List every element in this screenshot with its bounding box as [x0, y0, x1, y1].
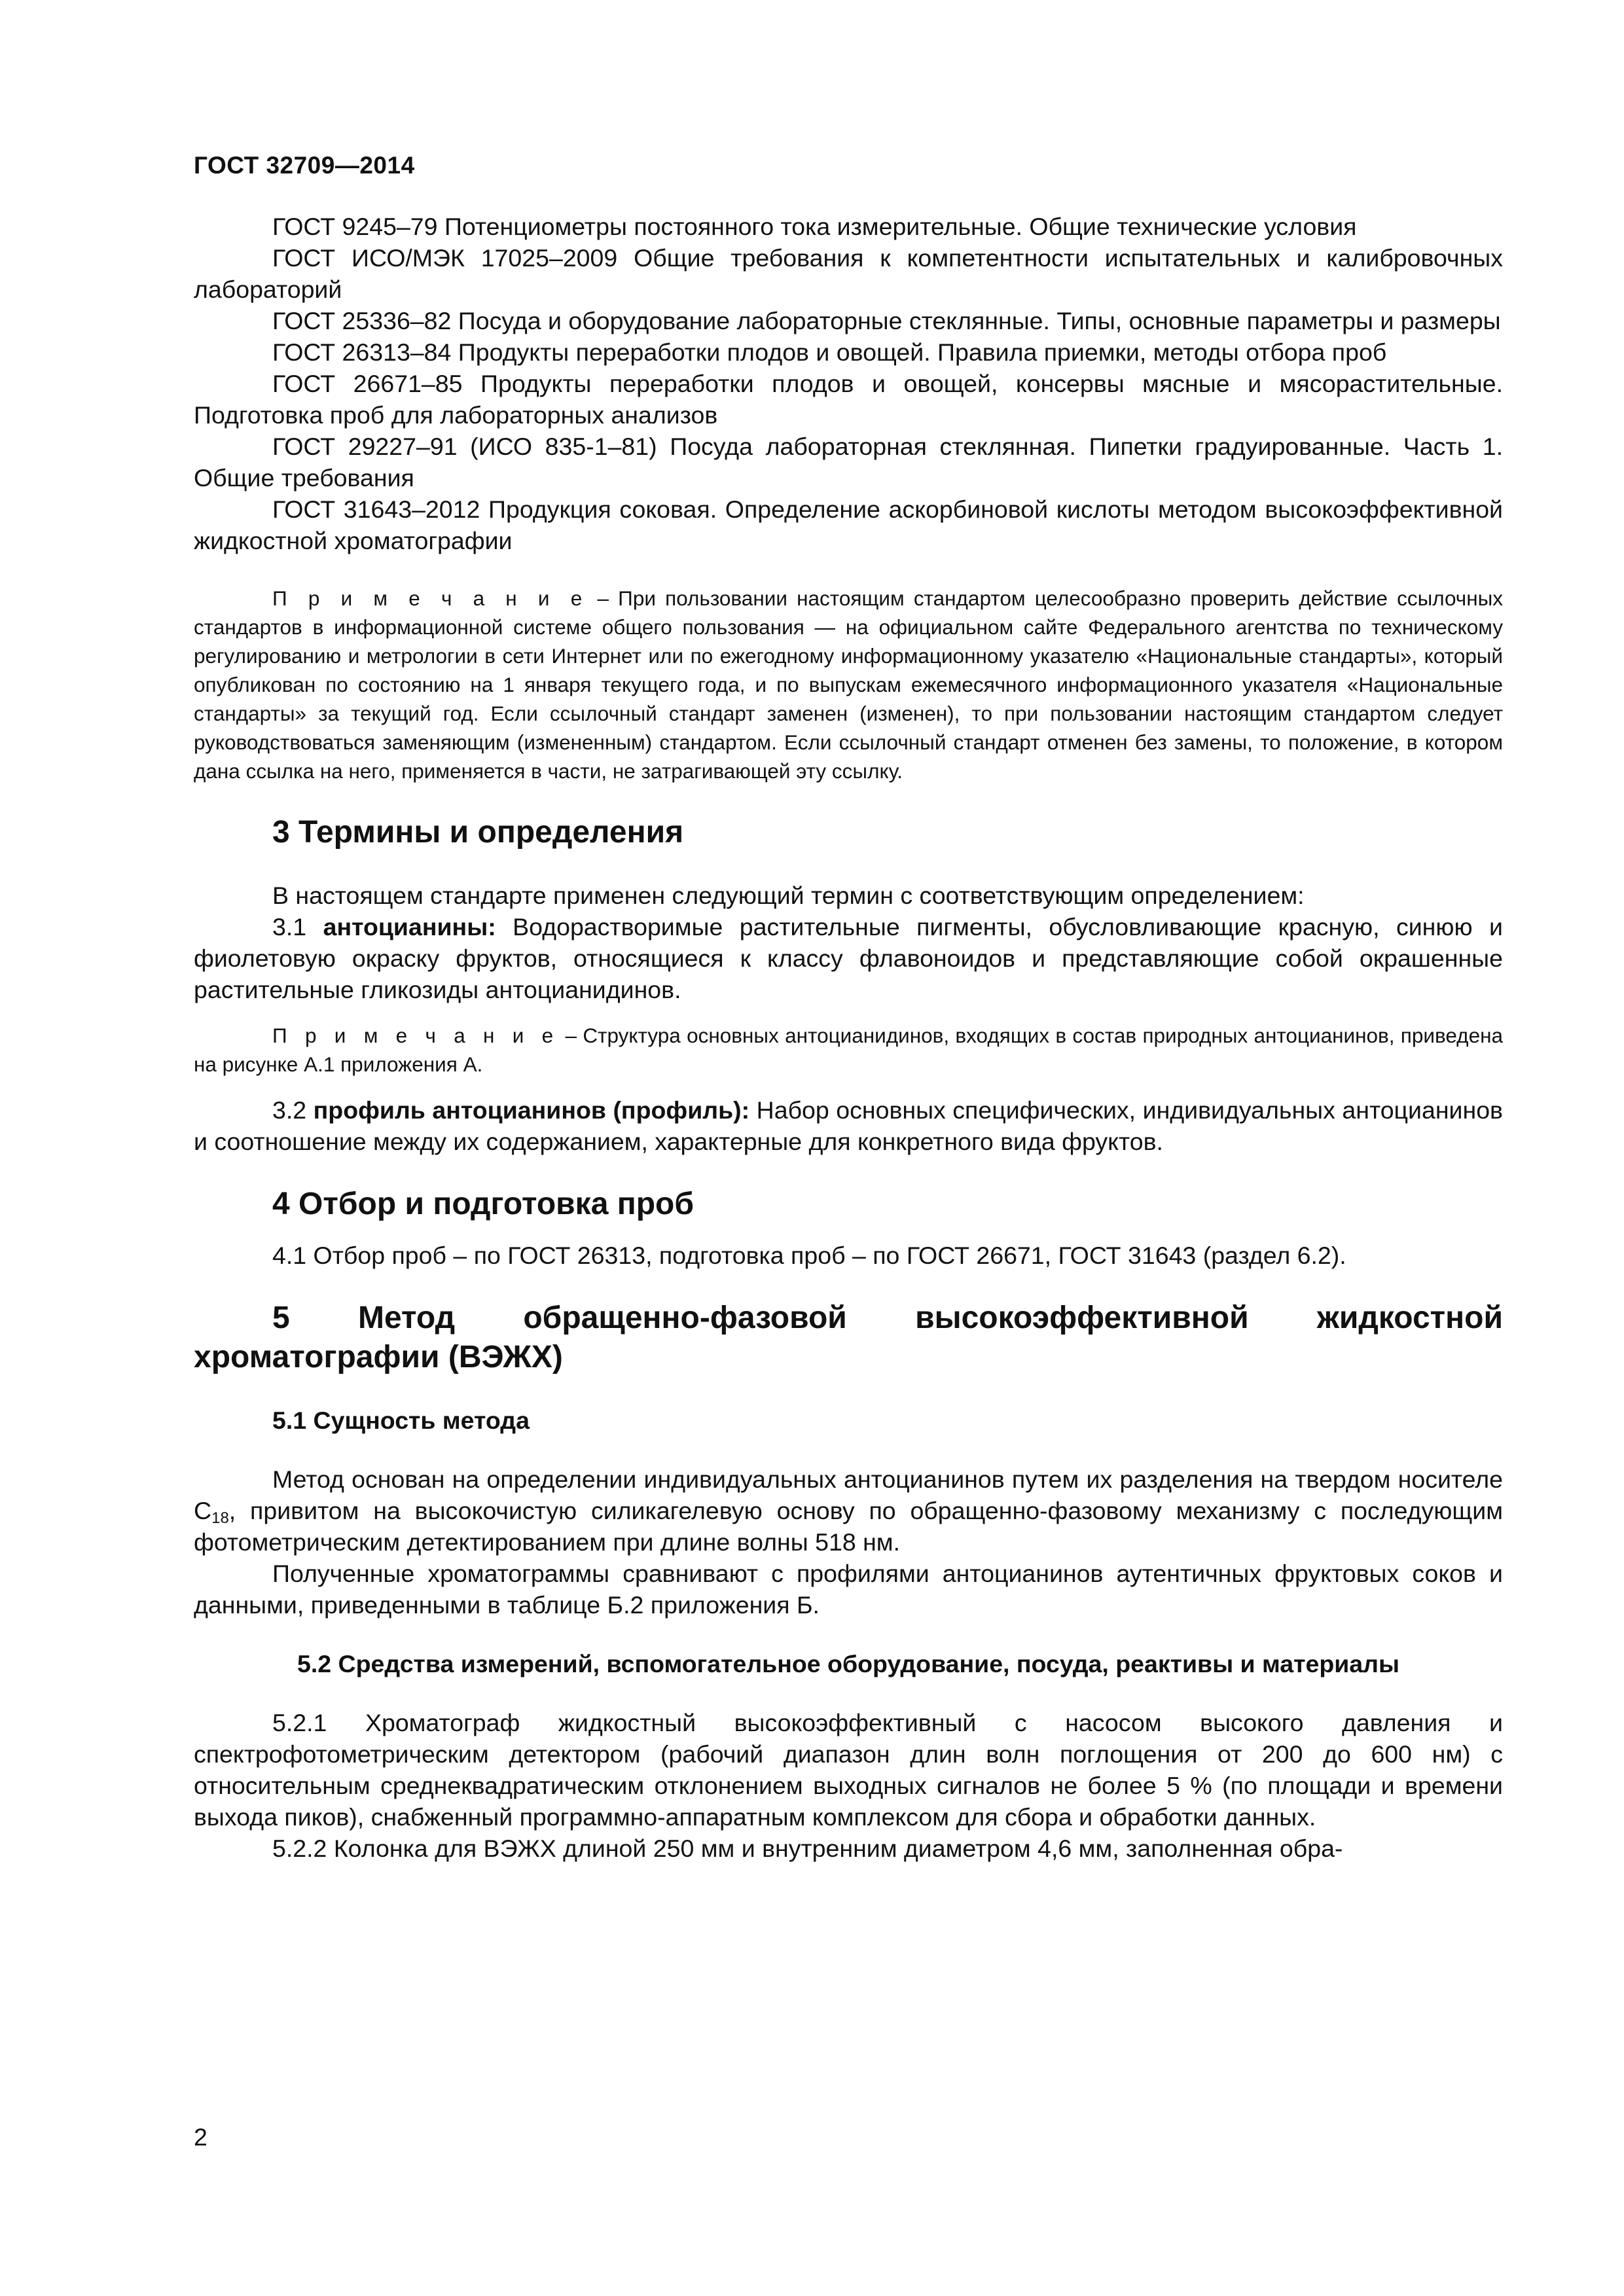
- reference-item: ГОСТ 31643–2012 Продукция соковая. Определение аскорбиновой кислоты методом высокоэффективной жидкостной хроматографии: [194, 495, 1503, 554]
- paragraph-5-2-2: 5.2.2 Колонка для ВЭЖХ длиной 250 мм и внутренним диаметром 4,6 мм, заполненная обра-: [272, 1835, 1343, 1862]
- note-references: [194, 584, 1503, 785]
- section-3-heading: 3 Термины и определения: [272, 815, 684, 850]
- reference-item: ГОСТ 26671–85 Продукты переработки плодов и овощей, консервы мясные и мясорастительные. Подготовка проб для лабораторных анализов: [194, 370, 1503, 429]
- term-number: 3.1: [272, 913, 323, 941]
- paragraph-5-1-2: Полученные хроматограммы сравнивают с профилями антоцианинов аутентичных фруктовых соков и данными, приведенными в таблице Б.2 приложения Б.: [194, 1560, 1503, 1619]
- page-content: [194, 211, 1503, 1864]
- reference-item: ГОСТ ИСО/МЭК 17025–2009 Общие требования к компетентности испытательных и калибровочных лабораторий: [194, 244, 1503, 303]
- reference-item: ГОСТ 9245–79 Потенциометры постоянного тока измерительные. Общие технические условия: [272, 213, 1357, 240]
- subsection-5-1-heading: 5.1 Сущность метода: [272, 1407, 530, 1434]
- subsection-5-2-heading: 5.2 Средства измерений, вспомогательное оборудование, посуда, реактивы и материалы: [297, 1650, 1399, 1677]
- section-3-intro: В настоящем стандарте применен следующий термин с соответствующим определением:: [272, 882, 1305, 909]
- term-3-1: [194, 911, 1503, 1005]
- paragraph-5-1-1: [194, 1463, 1503, 1558]
- section-4-heading: 4 Отбор и подготовка проб: [272, 1187, 695, 1221]
- paragraph-4-1: 4.1 Отбор проб – по ГОСТ 26313, подготовка проб – по ГОСТ 26671, ГОСТ 31643 (раздел 6.2).: [272, 1242, 1346, 1269]
- reference-item: ГОСТ 29227–91 (ИСО 835-1–81) Посуда лабораторная стеклянная. Пипетки градуированные. Часть 1. Общие требования: [194, 433, 1503, 492]
- note-text: – При пользовании настоящим стандартом целесообразно проверить действие ссылочных стандартов в информационной системе общего пользования — на официальном сайте Федерального агентства по техническому регулированию и метрологии в сети Интернет или по ежегодному информационному указателю «Национальные стандарты», который опубликован по состоянию на 1 января текущего года, и по выпускам ежемесячного информационного указателя «Национальные стандарты» за текущий год. Если ссылочный стандарт заменен (изменен), то при пользовании настоящим стандартом следует руководствоваться заменяющим (измененным) стандартом. Если ссылочный стандарт отменен без замены, то положение, в котором дана ссылка на него, применяется в части, не затрагивающей эту ссылку.: [194, 586, 1504, 783]
- paragraph-5-2-1: 5.2.1 Хроматограф жидкостный высокоэффективный с насосом высокого давления и спектрофотометрическим детектором (рабочий диапазон длин волн поглощения от 200 до 600 нм) с относительным среднеквадратическим отклонением выходных сигналов не более 5 % (по площади и времени выхода пиков), снабженный программно-аппаратным комплексом для сбора и обработки данных.: [194, 1709, 1503, 1831]
- page-number: 2: [194, 2123, 208, 2151]
- section-5-heading-cont: хроматографии (ВЭЖХ): [194, 1340, 563, 1374]
- term-definition: Водорастворимые растительные пигменты, обусловливающие красную, синюю и фиолетовую окраску фруктов, относящиеся к классу флавоноидов и представляющие собой окрашенные растительные гликозиды антоцианидинов.: [194, 913, 1503, 1003]
- term-3-2: [194, 1094, 1503, 1157]
- term-definition: Набор основных специфических, индивидуальных антоцианинов и соотношение между их содержанием, характерные для конкретного вида фруктов.: [194, 1096, 1503, 1155]
- document-header: ГОСТ 32709—2014: [194, 152, 415, 179]
- text-run: , привитом на высокочистую силикагелевую основу по обращенно-фазовому механизму с последующим фотометрическим детектированием при длине волны 518 нм.: [194, 1497, 1503, 1556]
- note-label: П р и м е ч а н и е: [272, 586, 588, 610]
- subscript: 18: [211, 1509, 229, 1527]
- text-run: Метод основан на определении индивидуальных антоцианинов путем их разделения на твердом носителе С: [194, 1465, 1503, 1524]
- note-term-3-1: [194, 1021, 1503, 1079]
- note-label: П р и м е ч а н и е: [272, 1024, 560, 1047]
- term-name: антоцианины:: [323, 913, 496, 941]
- note-text: – Структура основных антоцианидинов, входящих в состав природных антоцианинов, приведена на рисунке А.1 приложения А.: [194, 1024, 1503, 1076]
- section-5-heading: 5 Метод обращенно-фазовой высокоэффективной жидкостной: [272, 1300, 1503, 1335]
- reference-item: ГОСТ 25336–82 Посуда и оборудование лабораторные стеклянные. Типы, основные параметры и размеры: [272, 307, 1501, 334]
- reference-item: ГОСТ 26313–84 Продукты переработки плодов и овощей. Правила приемки, методы отбора проб: [272, 338, 1387, 366]
- term-name: профиль антоцианинов (профиль):: [313, 1096, 750, 1124]
- term-number: 3.2: [272, 1096, 314, 1124]
